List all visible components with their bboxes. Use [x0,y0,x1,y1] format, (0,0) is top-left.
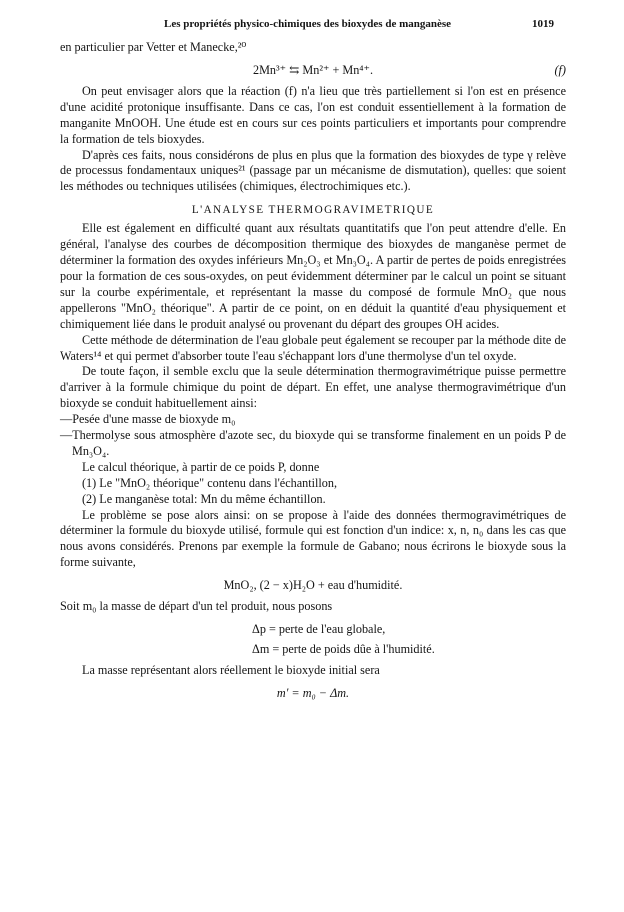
section-title: L'ANALYSE THERMOGRAVIMETRIQUE [191,204,435,217]
equation-final: m′ = m₀ − Δm. [276,686,350,700]
numbered-item-2: (2) Le manganèse total: Mn du même échantillon. [82,491,326,506]
paragraph-8: La masse représentant alors réellement le bioxyde initial sera [82,663,380,678]
definition-delta-p: Δp = perte de l'eau globale, [252,622,386,637]
dash-item-2: —Thermolyse sous atmosphère d'azote sec, du bioxyde qui se transforme finalement en un poids P de Mn₃O₄. [60,428,566,458]
paragraph-7: Soit m₀ la masse de départ d'un tel produit, nous posons [60,599,333,614]
equation-f [60,62,566,78]
paragraph-5: De toute façon, il semble exclu que la seule détermination thermogravimétrique puisse permettre d'arriver à la formule chimique du point de départ. En effet, une analyse thermogravimétrique d'un bioxyde se conduit habituellement ainsi: [60,364,566,411]
intro-line: en particulier par Vetter et Manecke,²⁰ [60,40,247,54]
equation-f-tag: (f) [554,62,566,77]
definition-delta-m: Δm = perte de poids dûe à l'humidité. [252,642,435,657]
running-title: Les propriétés physico-chimiques des bioxydes de manganèse [164,18,452,30]
dash-item-1: —Pesée d'une masse de bioxyde m₀ [60,412,236,427]
calc-line: Le calcul théorique, à partir de ce poids P, donne [82,459,320,474]
paragraph-6: Le problème se pose alors ainsi: on se propose à l'aide des données thermogravimétriques de déterminer la formule du bioxyde utilisé, formule qui est fonction d'un indice: x, n, n₀ dans les cas que nous avons considérés. Prenons par exemple la formule de Gabano; nous écrirons le bioxyde sous la forme suivante, [60,507,566,570]
equation-f-body: 2Mn³⁺ ⇆ Mn²⁺ + Mn⁴⁺. [252,62,374,77]
paragraph-3: Elle est également en difficulté quant aux résultats quantitatifs que l'on peut attendre d'elle. En général, l'analyse des courbes de décomposition thermique des bioxydes de manganèse permet de déterminer la formation des oxydes inférieurs Mn₂O₃ et Mn₃O₄. A partir de pertes de poids enregistrées pour la formation de ces sous-oxydes, on peut évidemment déterminer par le calcul un point se situant sur la courbe expérimentale, et représentant la masse du composé de formule MnO₂ que nous appellerons "MnO₂ théorique". A partir de ce point, on en déduit la quantité d'eau physiquement et chimiquement liée dans le produit analysé ou provenant du départ des groupes OH acides. [60,221,566,331]
page-number: 1019 [532,18,554,30]
paragraph-4: Cette méthode de détermination de l'eau globale peut également se recouper par la méthode dite de Waters¹⁴ et qui permet d'absorber toute l'eau s'échappant lors d'une thermolyse d'un tel oxyde. [60,332,566,363]
paragraph-2: D'après ces faits, nous considérons de plus en plus que la formation des bioxydes de type γ relève de processus fondamentaux uniques²¹ (passage par un mécanisme de dismutation), quelles: que soient les méthodes ou techniques utilisées (chimiques, électrochimiques etc.). [60,147,566,194]
definitions-block [60,621,566,657]
equation-formula: MnO₂, (2 − x)H₂O + eau d'humidité. [223,578,403,593]
running-header [60,18,566,40]
paragraph-1: On peut envisager alors que la réaction (f) n'a lieu que très partiellement si l'on est en présence d'une acidité protonique insuffisante. Dans ce cas, l'on est conduit essentiellement à la formation de manganite MnOOH. Une étude est en cours sur ces points particuliers et importants pour comprendre la formation de tels bioxydes. [60,83,566,146]
numbered-item-1: (1) Le "MnO₂ théorique" contenu dans l'échantillon, [82,475,337,490]
